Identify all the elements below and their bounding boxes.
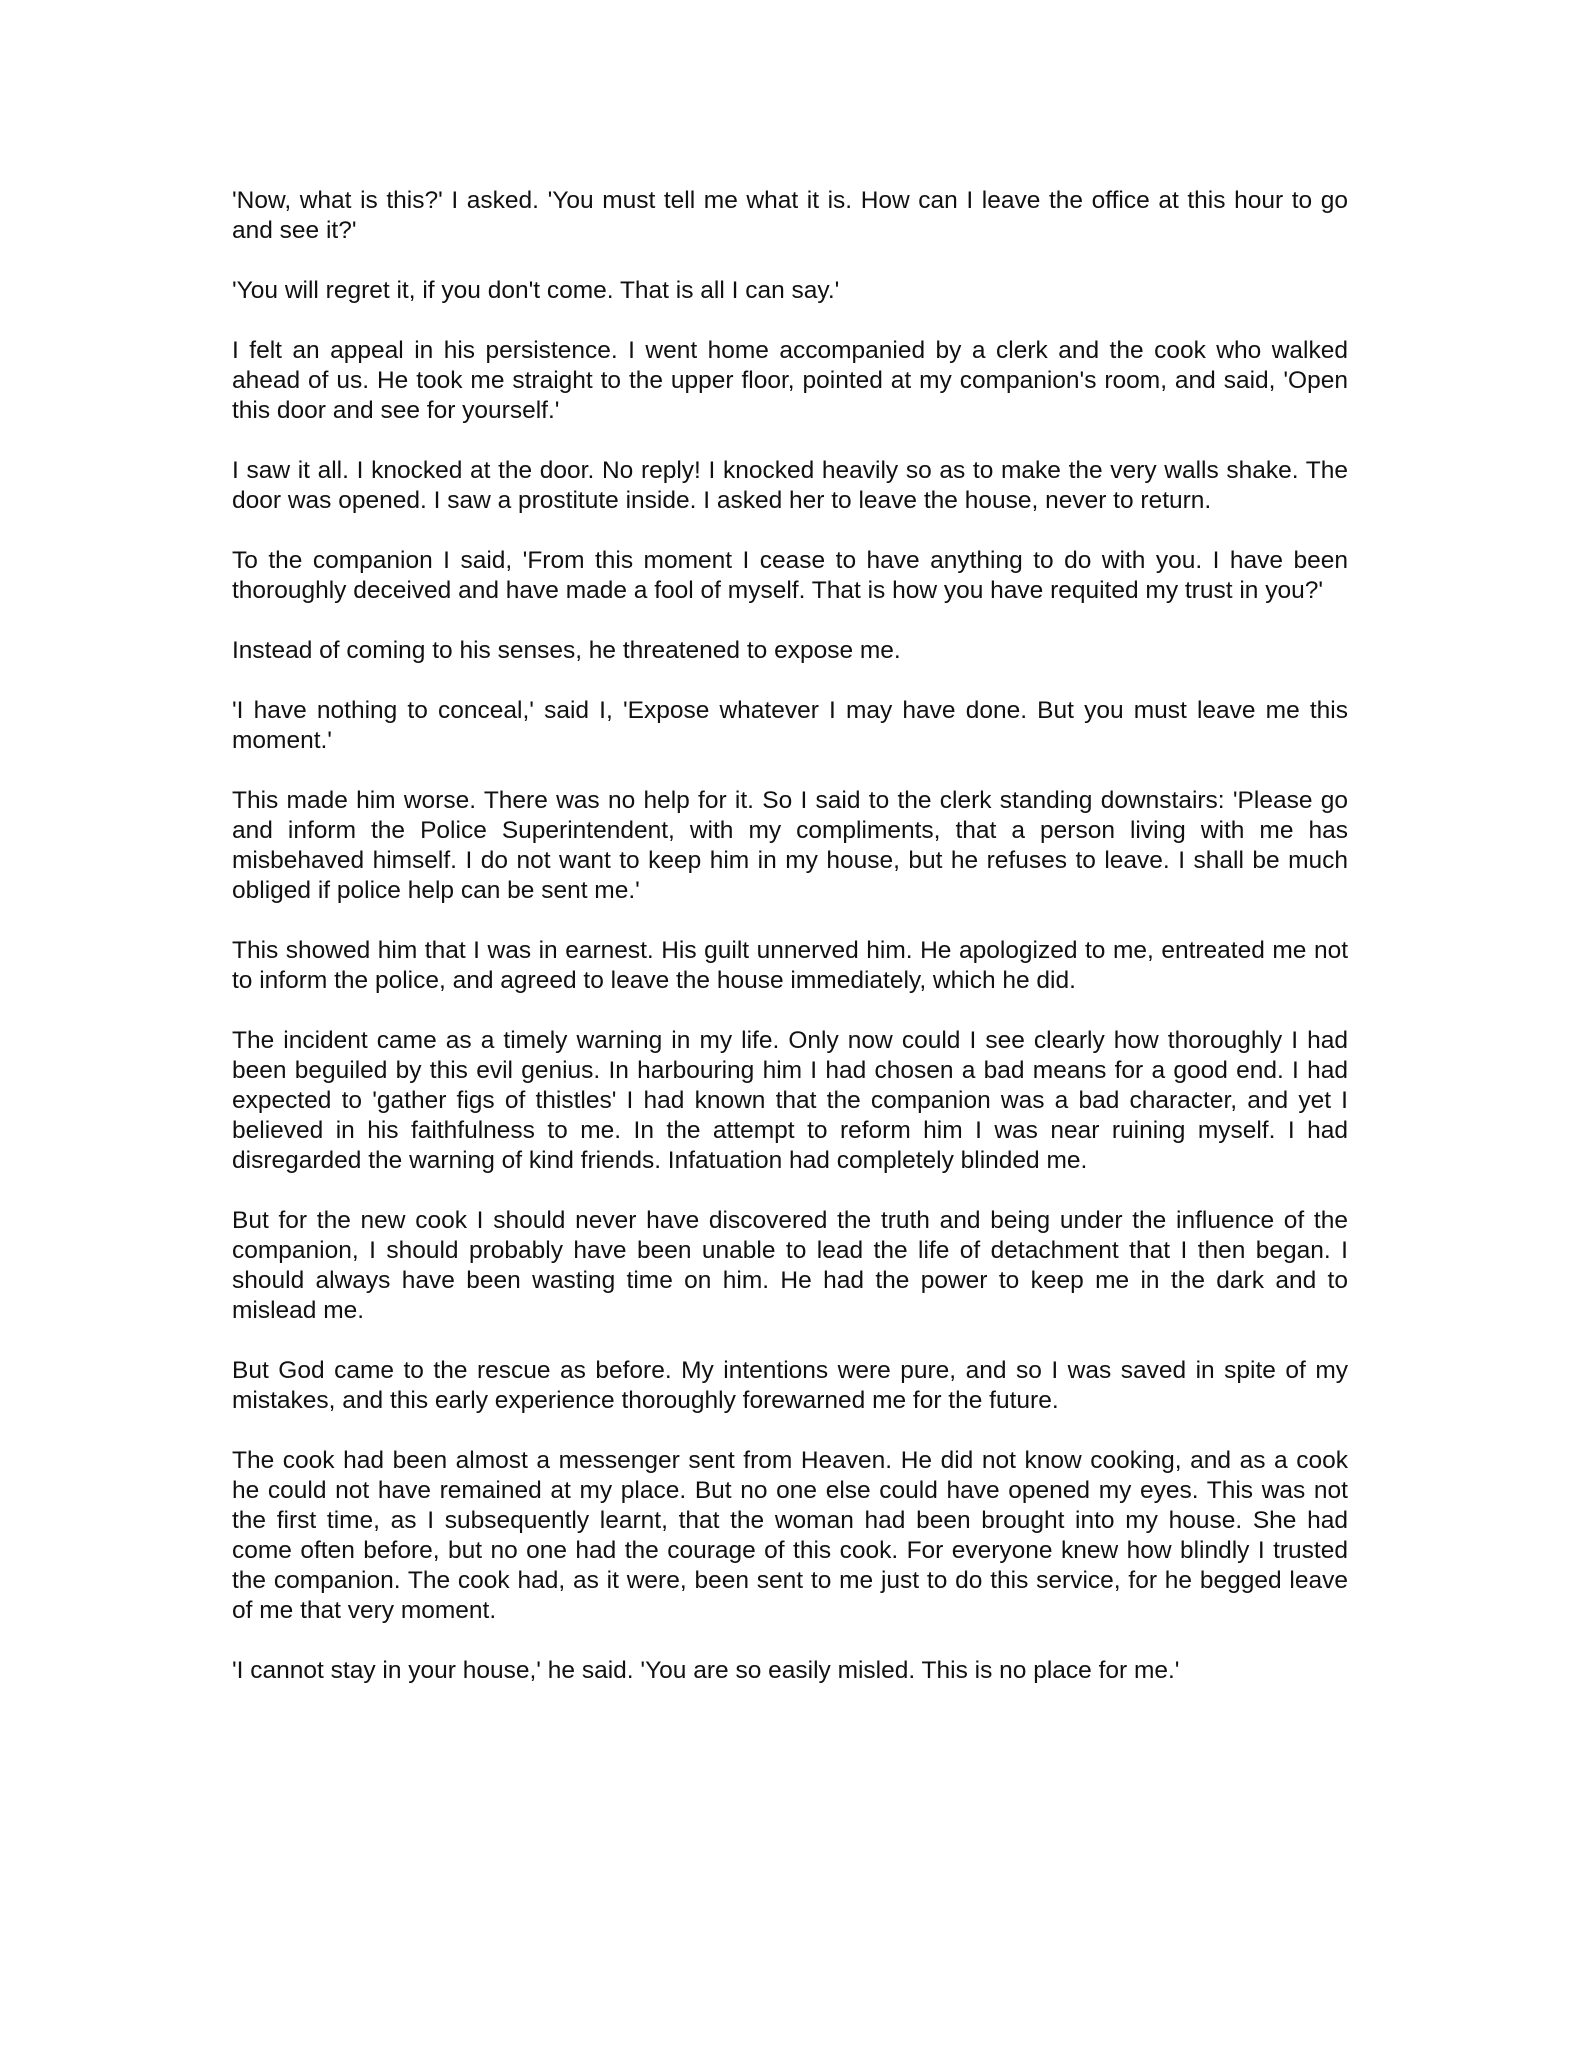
paragraph: 'I cannot stay in your house,' he said. 'You are so easily misled. This is no place for me.' bbox=[232, 1657, 1180, 1684]
paragraph: 'I have nothing to conceal,' said I, 'Expose whatever I may have done. But you must leave me this moment.' bbox=[232, 697, 1348, 754]
paragraph: The cook had been almost a messenger sent from Heaven. He did not know cooking, and as a cook he could not have remained at my place. But no one else could have opened my eyes. This was not the first time, as I subsequently learnt, that the woman had been brought into my house. She had come often before, but no one had the courage of this cook. For everyone knew how blindly I trusted the companion. The cook had, as it were, been sent to me just to do this service, for he begged leave of me that very moment. bbox=[232, 1447, 1348, 1624]
paragraph: The incident came as a timely warning in my life. Only now could I see clearly how thoroughly I had been beguiled by this evil genius. In harbouring him I had chosen a bad means for a good end. I had expected to 'gather figs of thistles' I had known that the companion was a bad character, and yet I believed in his faithfulness to me. In the attempt to reform him I was near ruining myself. I had disregarded the warning of kind friends. Infatuation had completely blinded me. bbox=[232, 1027, 1348, 1174]
paragraph: This showed him that I was in earnest. His guilt unnerved him. He apologized to me, entreated me not to inform the police, and agreed to leave the house immediately, which he did. bbox=[232, 937, 1348, 994]
paragraph: But for the new cook I should never have discovered the truth and being under the influence of the companion, I should probably have been unable to lead the life of detachment that I then began. I should always have been wasting time on him. He had the power to keep me in the dark and to mislead me. bbox=[232, 1207, 1348, 1324]
paragraph: Instead of coming to his senses, he threatened to expose me. bbox=[232, 637, 901, 664]
paragraph: 'You will regret it, if you don't come. That is all I can say.' bbox=[232, 277, 840, 304]
paragraph: I felt an appeal in his persistence. I went home accompanied by a clerk and the cook who walked ahead of us. He took me straight to the upper floor, pointed at my companion's room, and said, 'Open this door and see for yourself.' bbox=[232, 337, 1348, 424]
paragraph: 'Now, what is this?' I asked. 'You must tell me what it is. How can I leave the office at this hour to go and see it?' bbox=[232, 187, 1348, 244]
paragraph: To the companion I said, 'From this moment I cease to have anything to do with you. I have been thoroughly deceived and have made a fool of myself. That is how you have requited my trust in you?' bbox=[232, 547, 1348, 604]
document-page bbox=[232, 186, 1348, 1686]
paragraph: This made him worse. There was no help for it. So I said to the clerk standing downstairs: 'Please go and inform the Police Superintendent, with my compliments, that a person living with me has misbehaved himself. I do not want to keep him in my house, but he refuses to leave. I shall be much obliged if police help can be sent me.' bbox=[232, 787, 1348, 904]
paragraph: But God came to the rescue as before. My intentions were pure, and so I was saved in spite of my mistakes, and this early experience thoroughly forewarned me for the future. bbox=[232, 1357, 1348, 1414]
paragraph: I saw it all. I knocked at the door. No reply! I knocked heavily so as to make the very walls shake. The door was opened. I saw a prostitute inside. I asked her to leave the house, never to return. bbox=[232, 457, 1348, 514]
